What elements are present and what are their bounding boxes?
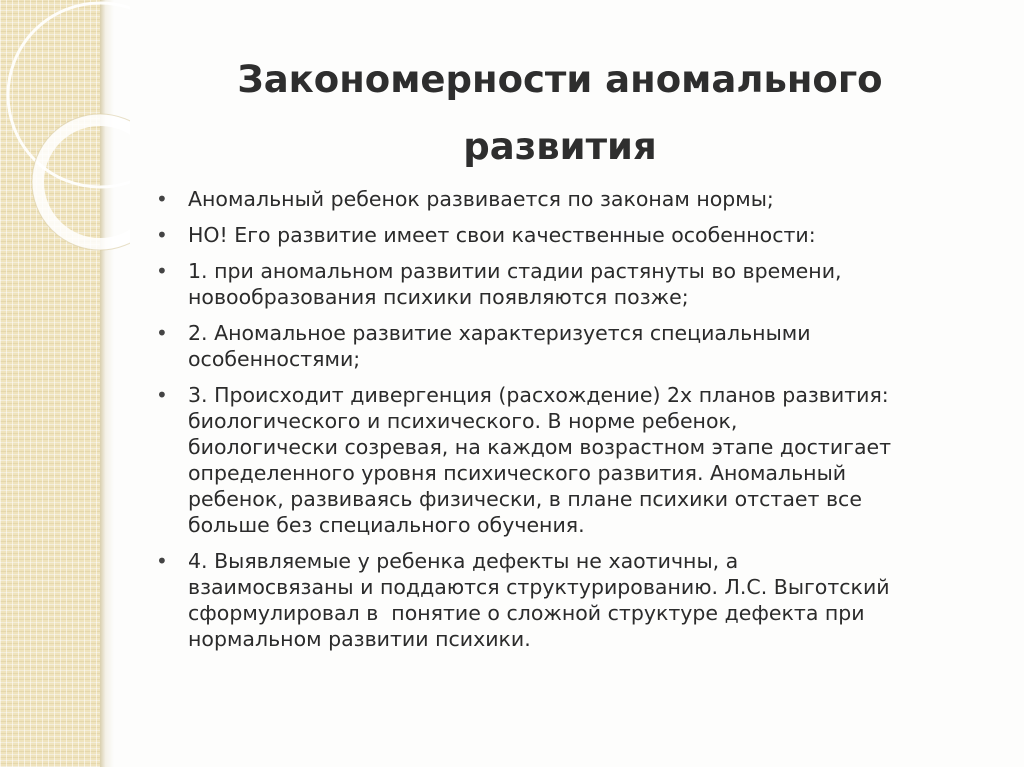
- bullet-marker: •: [156, 321, 168, 345]
- decorative-ring-small: [38, 120, 130, 244]
- bullet-text: 1. при аномальном развитии стадии растянуты во времени, новообразования психики появляются позже;: [188, 259, 842, 309]
- decorative-rings: [0, 0, 130, 260]
- bullet-marker: •: [156, 223, 168, 247]
- bullet-marker: •: [156, 549, 168, 573]
- bullet-item-5: [150, 382, 950, 538]
- slide-title-line-1: Закономерности аномального: [237, 58, 883, 101]
- decorative-ring-small-edge: [32, 114, 130, 250]
- bullet-text: 2. Аномальное развитие характеризуется специальными особенностями;: [188, 321, 811, 371]
- decorative-ring-large: [8, 3, 130, 187]
- bullet-text: НО! Его развитие имеет свои качественные особенности:: [188, 223, 816, 247]
- bullet-marker: •: [156, 187, 168, 211]
- bullet-marker: •: [156, 259, 168, 283]
- bullet-marker: •: [156, 383, 168, 407]
- slide-title: [180, 46, 940, 180]
- bullet-item-4: [150, 320, 950, 372]
- bullet-text: 4. Выявляемые у ребенка дефекты не хаотичны, а взаимосвязаны и поддаются структурированию. Л.С. Выготский сформулировал в понятие о сложной структуре дефекта при нормальном развитии психики.: [188, 549, 890, 651]
- bullet-item-6: [150, 548, 950, 652]
- bullet-item-2: [150, 222, 950, 248]
- bullet-item-3: [150, 258, 950, 310]
- slide-title-line-2: развития: [463, 125, 657, 168]
- bullet-text: Аномальный ребенок развивается по законам нормы;: [188, 187, 774, 211]
- slide-content: [150, 46, 950, 662]
- bullet-text: 3. Происходит дивергенция (расхождение) 2х планов развития: биологического и психического. В норме ребенок, биологически созревая, на каждом возрастном этапе достигает определенного уровня психического развития. Аномальный ребенок, развиваясь физически, в плане психики отстает все больше без специального обучения.: [188, 383, 892, 537]
- bullet-list: [150, 186, 950, 652]
- bullet-item-1: [150, 186, 950, 212]
